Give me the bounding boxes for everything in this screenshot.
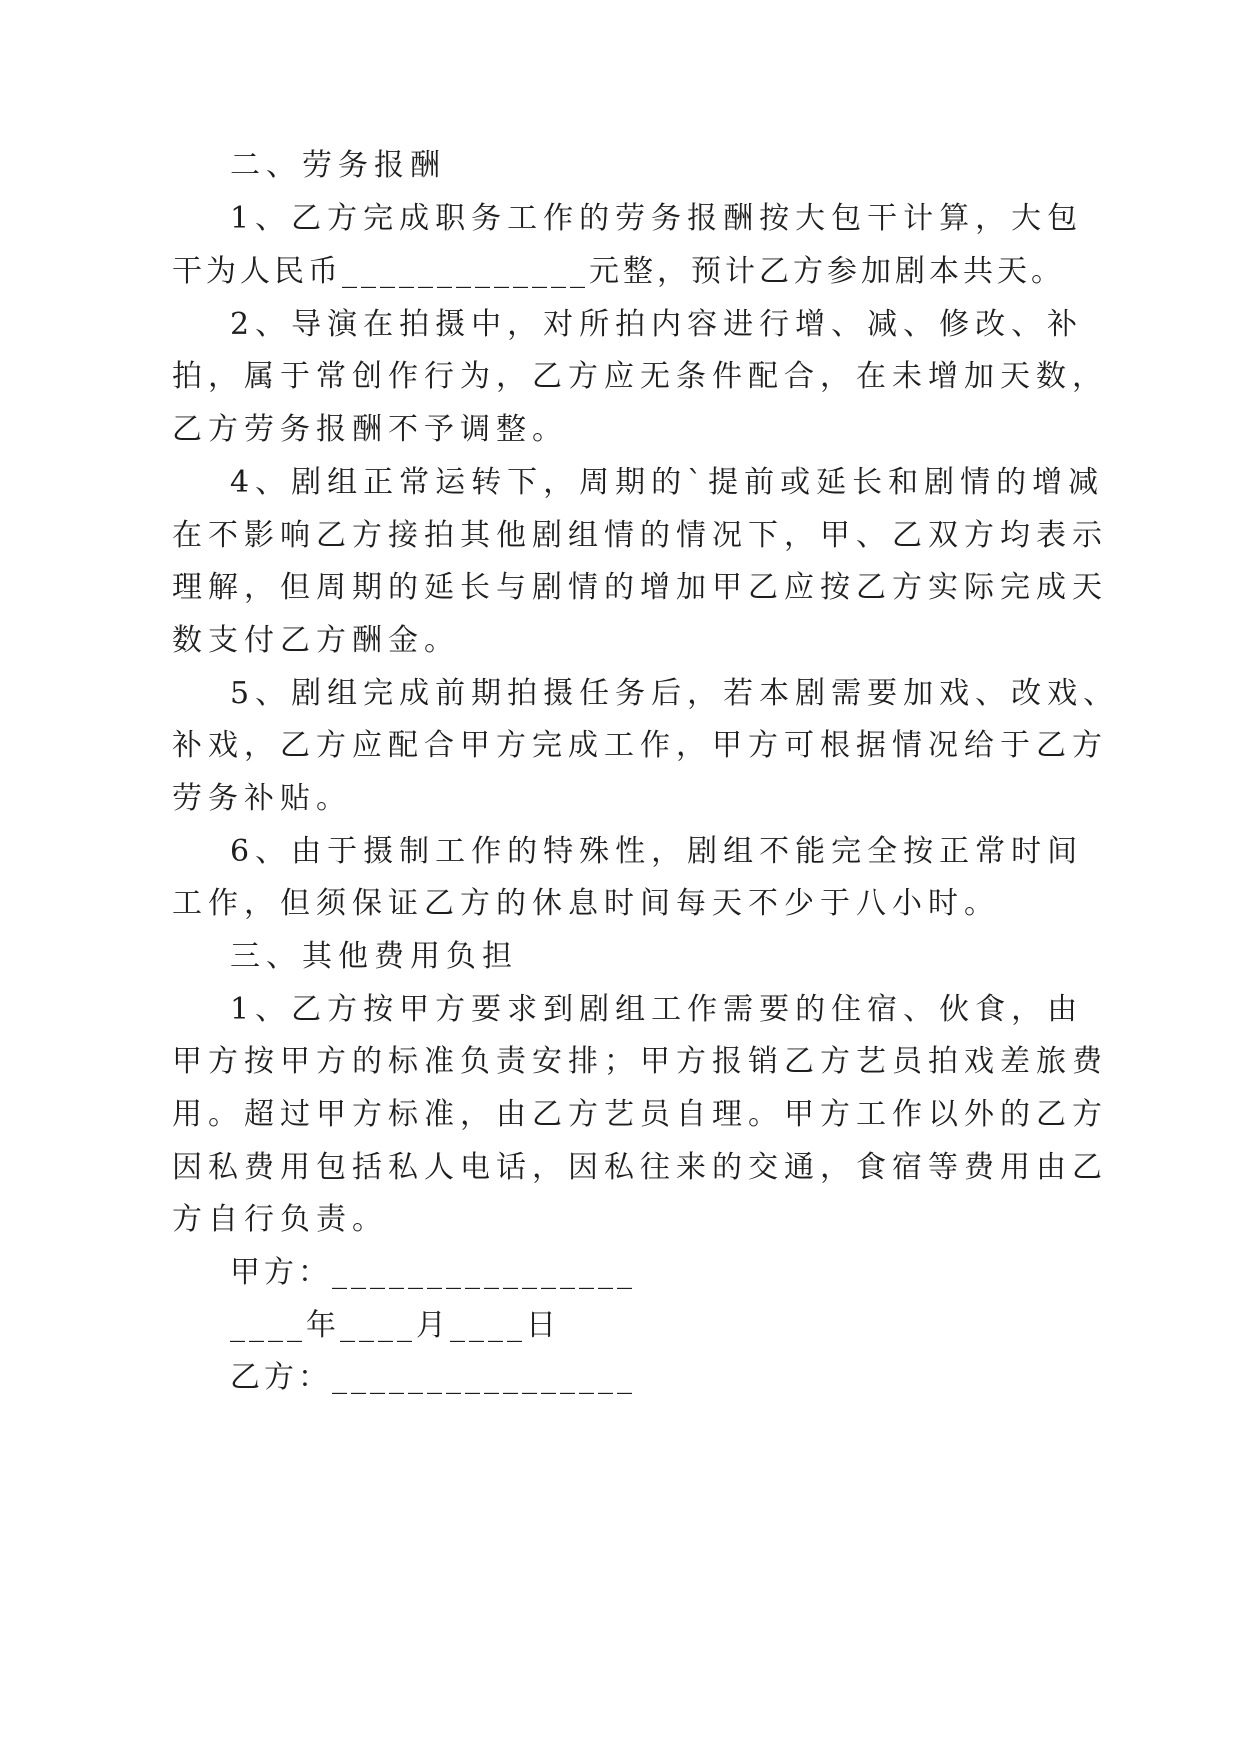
date-line: ____年____月____日 [230, 1308, 560, 1343]
paragraph-line: 方自行负责。 [172, 1202, 388, 1237]
party-a-signature-line: 甲方：________________ [230, 1255, 636, 1290]
paragraph-line: 4、剧组正常运转下，周期的`提前或延长和剧情的增减 [230, 465, 1105, 500]
paragraph-line: 1、乙方按甲方要求到剧组工作需要的住宿、伙食，由 [230, 992, 1084, 1027]
paragraph-line: 理解，但周期的延长与剧情的增加甲乙应按乙方实际完成天 [172, 570, 1108, 605]
paragraph-line: 1、乙方完成职务工作的劳务报酬按大包干计算，大包 [230, 201, 1084, 236]
paragraph-line: 在不影响乙方接拍其他剧组情的情况下，甲、乙双方均表示 [172, 518, 1108, 553]
paragraph-line: 2、导演在拍摄中，对所拍内容进行增、减、修改、补 [230, 307, 1084, 342]
section-heading-remuneration: 二、劳务报酬 [230, 148, 446, 183]
paragraph-line: 拍，属于常创作行为，乙方应无条件配合，在未增加天数， [172, 359, 1108, 394]
party-b-signature-line: 乙方：________________ [230, 1360, 636, 1395]
paragraph-line: 工作，但须保证乙方的休息时间每天不少于八小时。 [172, 886, 1000, 921]
paragraph-line: 乙方劳务报酬不予调整。 [172, 412, 568, 447]
paragraph-line: 甲方按甲方的标准负责安排；甲方报销乙方艺员拍戏差旅费 [172, 1044, 1108, 1079]
paragraph-line: 干为人民币_____________元整，预计乙方参加剧本共天。 [172, 254, 1065, 289]
section-heading-other-costs: 三、其他费用负担 [230, 939, 518, 974]
paragraph-line: 劳务补贴。 [172, 781, 352, 816]
paragraph-line: 5、剧组完成前期拍摄任务后，若本剧需要加戏、改戏、 [230, 676, 1120, 711]
paragraph-line: 6、由于摄制工作的特殊性，剧组不能完全按正常时间 [230, 834, 1084, 869]
paragraph-line: 数支付乙方酬金。 [172, 623, 460, 658]
paragraph-line: 因私费用包括私人电话，因私往来的交通，食宿等费用由乙 [172, 1150, 1108, 1185]
paragraph-line: 用。超过甲方标准，由乙方艺员自理。甲方工作以外的乙方 [172, 1097, 1108, 1132]
paragraph-line: 补戏，乙方应配合甲方完成工作，甲方可根据情况给于乙方 [172, 728, 1108, 763]
